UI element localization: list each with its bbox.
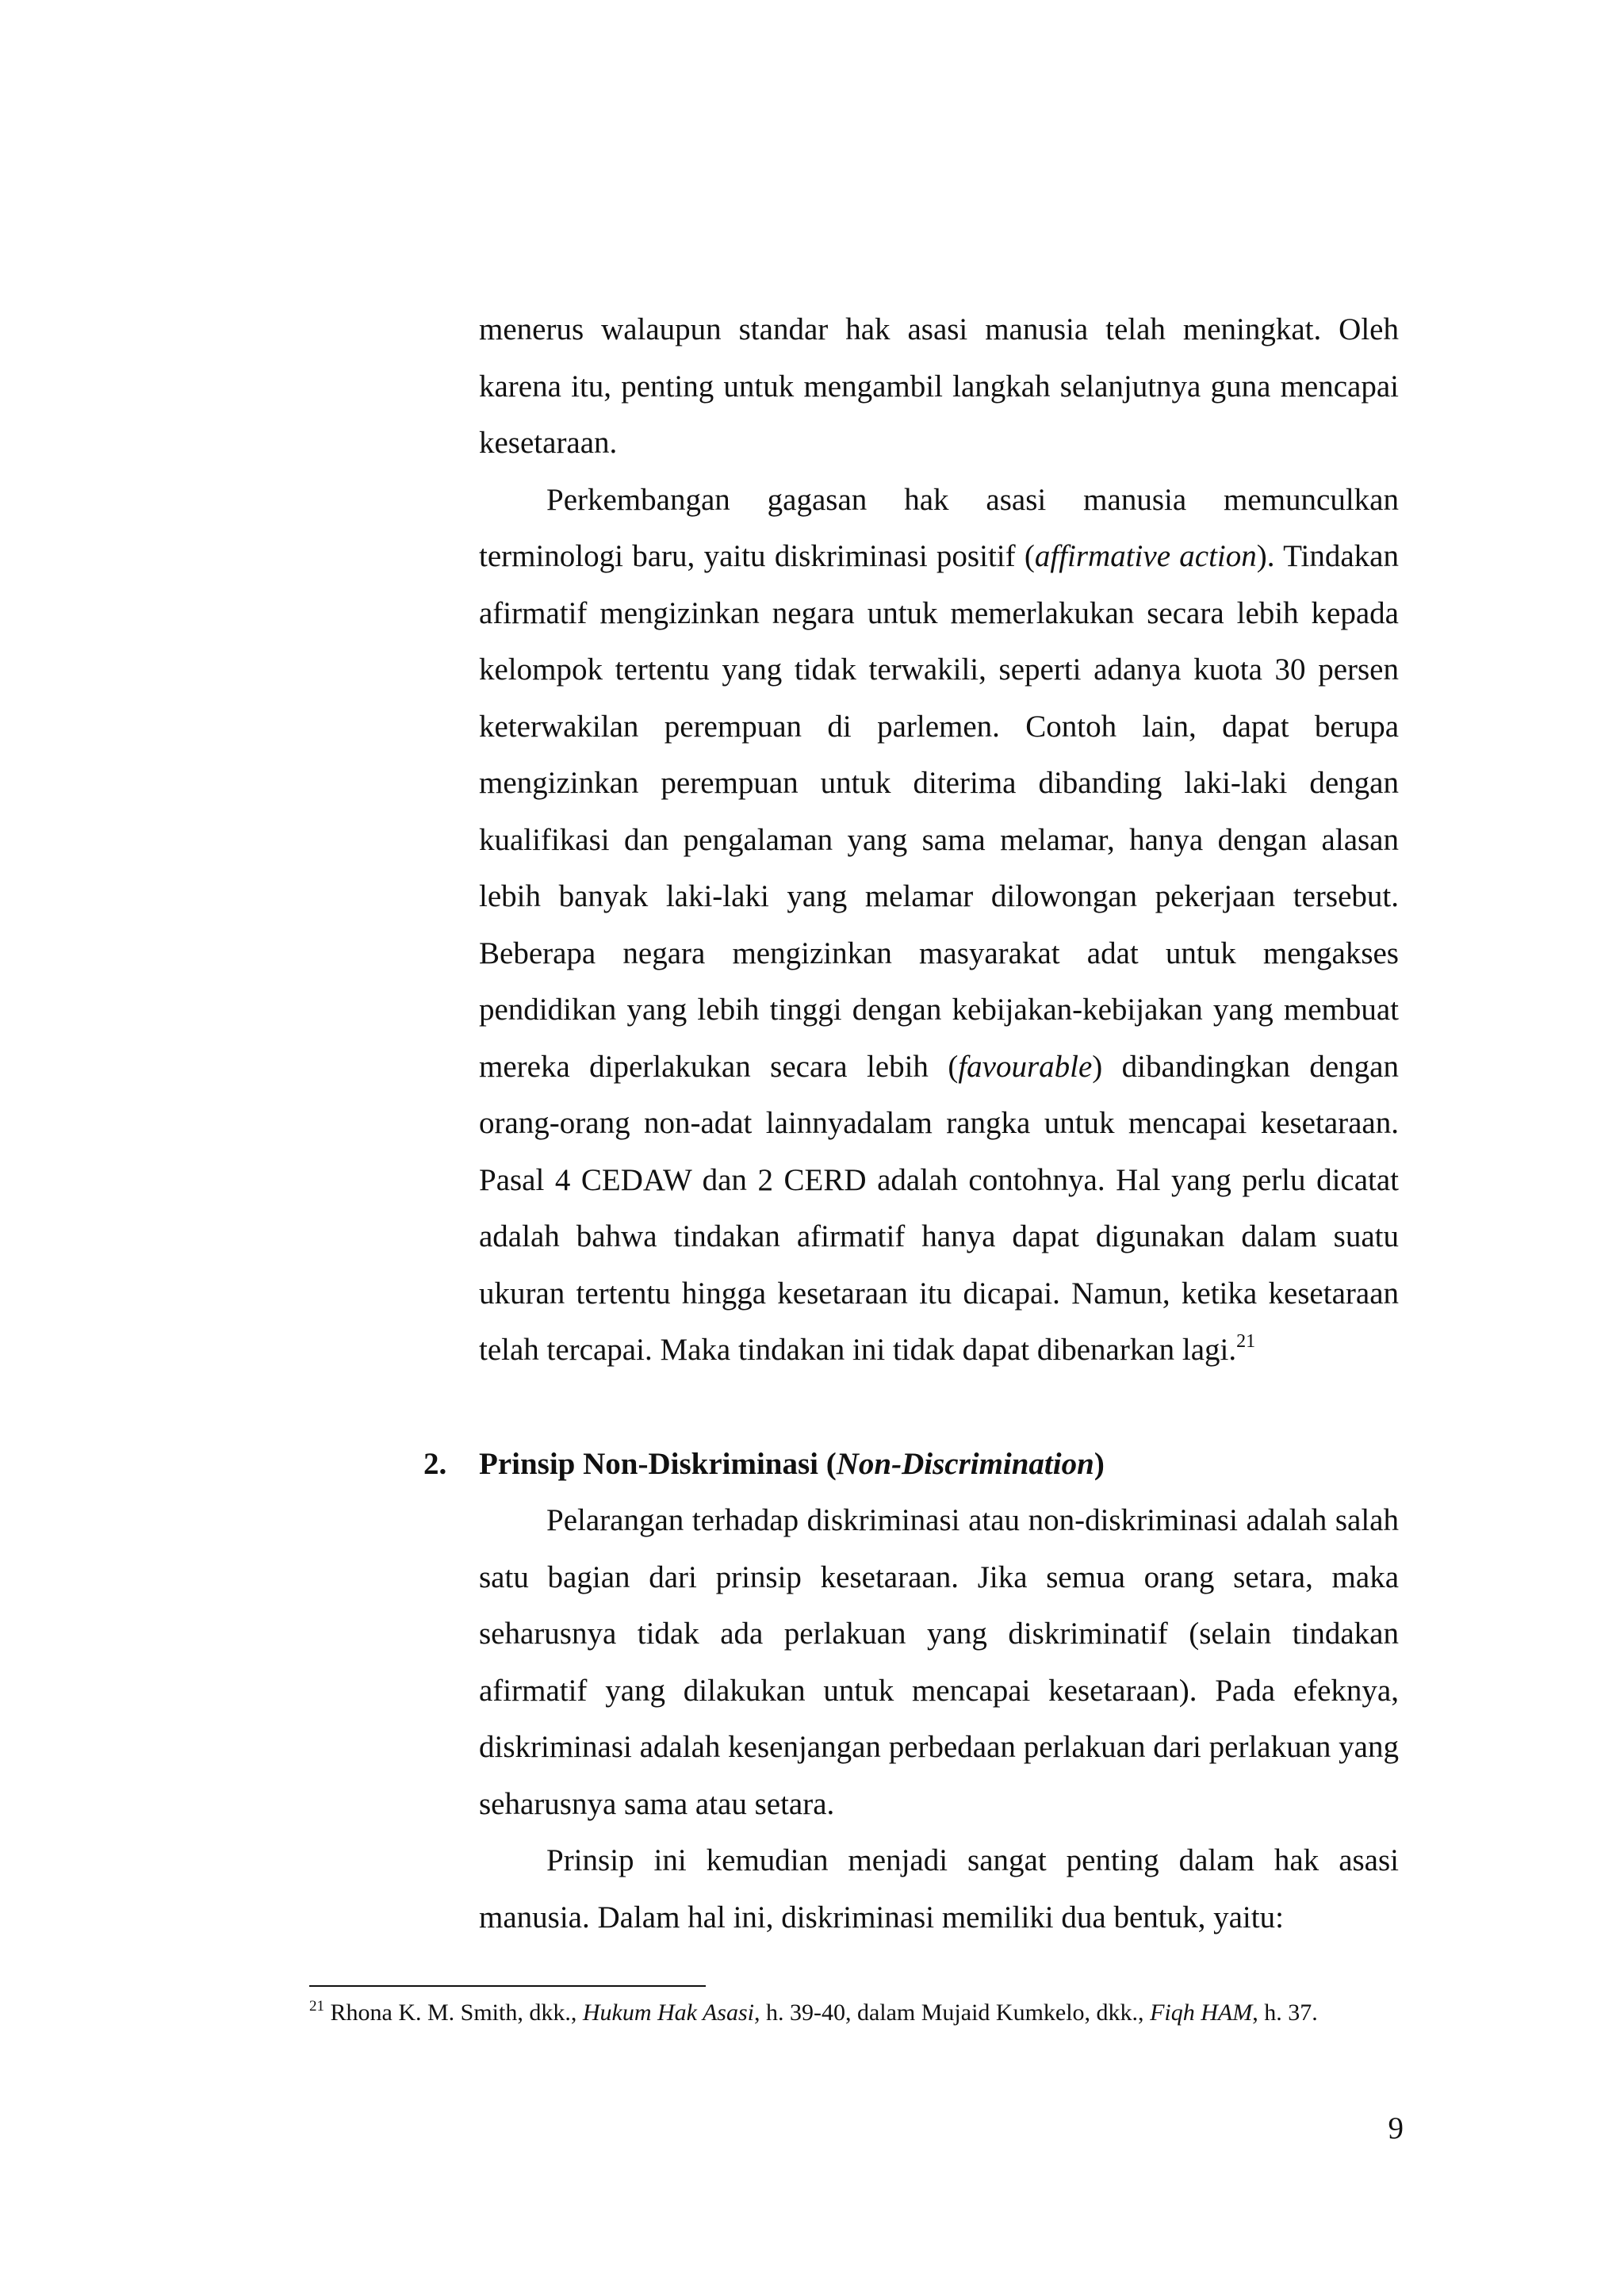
term-favourable: favourable: [958, 1049, 1093, 1084]
paragraph-3-text: Pelarangan terhadap diskriminasi atau non-diskriminasi adalah salah satu bagian dari prinsip kesetaraan. Jika semua orang setara, maka seharusnya tidak ada perlakuan yang diskriminatif (selain tindakan afirmatif yang dilakukan untuk mencapai kesetaraan). Pada efeknya, diskriminasi adalah kesenjangan perbedaan perlakuan dari perlakuan yang seharusnya sama atau setara.: [479, 1503, 1399, 1821]
paragraph-4-text: Prinsip ini kemudian menjadi sangat penting dalam hak asasi manusia. Dalam hal ini, diskriminasi memiliki dua bentuk, yaitu:: [479, 1843, 1399, 1934]
footnote-text-a: Rhona K. M. Smith, dkk.,: [324, 1999, 583, 2026]
section-title-close: ): [1094, 1447, 1105, 1481]
term-affirmative-action: affirmative action: [1034, 539, 1257, 573]
footnote-text-b: , h. 39-40, dalam Mujaid Kumkelo, dkk.,: [753, 1999, 1151, 2026]
section-title-italic: Non-Discrimination: [836, 1447, 1094, 1481]
section-title: Prinsip Non-Diskriminasi (: [479, 1447, 837, 1481]
body-text-upper: [479, 301, 1399, 1379]
paragraph-non-discrimination: [479, 1492, 1399, 1832]
paragraph-2-part-a: Perkembangan gagasan hak asasi manusia memunculkan terminologi baru, yaitu diskriminasi positif (: [479, 482, 1399, 573]
footnote-title-b: Fiqh HAM: [1150, 1999, 1253, 2026]
paragraph-1-text: menerus walaupun standar hak asasi manusia telah meningkat. Oleh karena itu, penting untuk mengambil langkah selanjutnya guna mencapai kesetaraan.: [479, 312, 1399, 460]
footnote-divider: [309, 1985, 706, 1987]
body-text-lower: [479, 1492, 1399, 1946]
paragraph-2-part-b: ). Tindakan afirmatif mengizinkan negara untuk memerlakukan secara lebih kepada kelompok tertentu yang tidak terwakili, seperti adanya kuota 30 persen keterwakilan perempuan di parlemen. Contoh lain, dapat berupa mengizinkan perempuan untuk diterima dibanding laki-laki dengan kualifikasi dan pengalaman yang sama melamar, hanya dengan alasan lebih banyak laki-laki yang melamar dilowongan pekerjaan tersebut. Beberapa negara mengizinkan masyarakat adat untuk mengakses pendidikan yang lebih tinggi dengan kebijakan-kebijakan yang membuat mereka diperlakukan secara lebih (: [479, 539, 1399, 1084]
paragraph-affirmative-action: [479, 472, 1399, 1379]
section-number: 2.: [423, 1447, 447, 1481]
page-number: 9: [1388, 2111, 1404, 2145]
paragraph-continuation: [479, 301, 1399, 472]
footnote-number: 21: [309, 1998, 324, 2015]
paragraph-2-part-c: ) dibandingkan dengan orang-orang non-adat lainnyadalam rangka untuk mencapai kesetaraan. Pasal 4 CEDAW dan 2 CERD adalah contohnya. Hal yang perlu dicatat adalah bahwa tindakan afirmatif hanya dapat digunakan dalam suatu ukuran tertentu hingga kesetaraan itu dicapai. Namun, ketika kesetaraan telah tercapai. Maka tindakan ini tidak dapat dibenarkan lagi.: [479, 1049, 1399, 1367]
section-heading: [423, 1436, 1399, 1493]
paragraph-principle: [479, 1832, 1399, 1946]
footnote: [309, 1998, 1399, 2028]
footnote-title-a: Hukum Hak Asasi: [582, 1999, 754, 2026]
footnote-text-c: , h. 37.: [1252, 1999, 1318, 2026]
footnote-reference[interactable]: 21: [1236, 1331, 1256, 1352]
